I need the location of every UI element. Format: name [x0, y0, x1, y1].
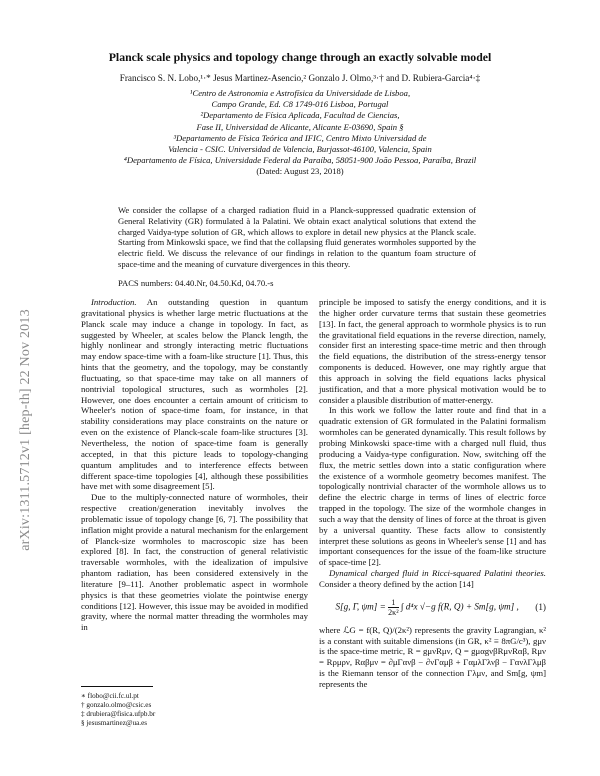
- body-paragraph: Due to the multiply-connected nature of wormholes, their respective creation/generation inevitably involves the problematic issue of topology change [6, 7]. The possibility that inflation might provide a natural mechanism for the enlargement of Planck-size wormholes to macroscopic size has been explored [8]. In fact, the construction of general relativistic traversable wormholes, with the idealization of impulsive phantom radiation, has been considered extensively in the literature [9–11]. Another problematic aspect in wormhole physics is that these geometries violate the pointwise energy conditions [12]. However, this issue may be avoided in modified gravity, where the normal matter threading the wormholes may in: [81, 492, 308, 633]
- affiliation-line: Campo Grande, Ed. C8 1749-016 Lisboa, Portugal: [211, 99, 389, 110]
- equation-number: (1): [535, 601, 546, 612]
- footnote-email[interactable]: ∗ flobo@cii.fc.ul.pt: [81, 692, 139, 700]
- arxiv-identifier-text: arXiv:1311.5712v1 [hep-th] 22 Nov 2013: [18, 309, 33, 551]
- affiliation-line: ¹Centro de Astronomia e Astrofísica da Universidade de Lisboa,: [189, 88, 411, 98]
- section-label-dynamical: Dynamical charged fluid in Ricci-squared Palatini theories.: [329, 568, 546, 579]
- author-list: Francisco S. N. Lobo,¹·* Jesus Martinez-Asencio,² Gonzalo J. Olmo,³·† and D. Rubiera-Garcia⁴·‡: [119, 73, 481, 83]
- left-column: [81, 297, 308, 633]
- pacs-numbers: PACS numbers: 04.40.Nr, 04.50.Kd, 04.70.-s: [118, 278, 274, 288]
- equation-rhs: ∫ d⁴x √−g f(R, Q) + Sm[g, ψm] ,: [400, 601, 519, 612]
- paper-title: Planck scale physics and topology change through an exactly solvable model: [108, 50, 492, 64]
- body-paragraph: In this work we follow the latter route and find that in a quadratic extension of GR formulated in the Palatini formalism wormholes can be generated dynamically. This result follows by probing Minkowski space-time with a charged null fluid, thus producing a Vaidya-type configuration. Now, switching off the flux, the metric settles down into a static configuration where the existence of a wormhole geometry becomes manifest. The topologically nontrivial character of the wormhole allows us to define the electric charge in terms of lines of electric force trapped in the topology. The size of the wormhole changes in such a way that the density of lines of force at the throat is given by a universal quantity. These facts allow to consistently interpret these solutions as geons in Wheeler's sense [1] and has important consequences for the issue of the foam-like structure of space-time [2].: [319, 405, 546, 568]
- equation-lhs: S[g, Γ, ψm] =: [335, 601, 389, 612]
- section-text: Consider a theory defined by the action [14]: [319, 578, 474, 589]
- intro-paragraph: [81, 297, 308, 492]
- affiliations: [70, 88, 530, 178]
- footnote-email[interactable]: † gonzalo.olmo@csic.es: [81, 701, 152, 709]
- dated-line: (Dated: August 23, 2018): [256, 166, 344, 177]
- body-paragraph: principle be imposed to satisfy the energy conditions, and it is the higher order curvature terms that sustain these geometries [13]. In fact, the general approach to wormhole physics is to run the gravitational field equations in the reverse direction, namely, consider first an interesting space-time metric and then through the field equations, the distribution of the stress-energy tensor components is deduced. However, one may rightly argue that this approach in solving the field equations lacks physical justification, and that a more physical motivation would be to consider a plausible distribution of matter-energy.: [319, 297, 546, 405]
- footnote-divider: [81, 686, 153, 687]
- arxiv-identifier[interactable]: [16, 309, 36, 551]
- footnote-email[interactable]: ‡ drubiera@fisica.ufpb.br: [81, 710, 156, 718]
- affiliation-line: ⁴Departamento de Física, Universidade Federal da Paraíba, 58051-900 João Pessoa, Paraíba, Brazil: [123, 155, 477, 166]
- footnotes: [81, 692, 155, 728]
- fraction-denominator: 2κ²: [388, 607, 399, 617]
- section-paragraph: [319, 568, 546, 590]
- equation-fraction: [388, 598, 398, 617]
- affiliation-line: ²Departamento de Física Aplicada, Facultad de Ciencias,: [200, 110, 400, 121]
- abstract: We consider the collapse of a charged radiation fluid in a Planck-suppressed quadratic extension of General Relativity (GR) formulated à la Palatini. We obtain exact analytical solutions that extend the charged Vaidya-type solution of GR, which allows to explore in detail new physics at the Planck scale. Starting from Minkowski space, we find that the collapsing fluid generates wormholes supported by the electric field. We discuss the relevance of our findings in relation to the quantum foam structure of space-time and the meaning of curvature divergences in this theory.: [118, 205, 476, 269]
- section-label-introduction: Introduction.: [91, 297, 137, 307]
- equation-body: [319, 598, 535, 617]
- affiliation-line: Valencia - CSIC. Universidad de Valencia, Burjassot-46100, Valencia, Spain: [168, 144, 432, 155]
- fraction-numerator: 1: [388, 598, 398, 608]
- body-paragraph: where ℒG = f(R, Q)/(2κ²) represents the gravity Lagrangian, κ² is a constant with suitable dimensions (in GR, κ² ≡ 8πG/c³), gμν is the space-time metric, R = gμνRμν, Q = gμαgνβRμνRαβ, Rμν = Rρμρν, Rαβμν = ∂μΓανβ − ∂νΓαμβ + ΓαμλΓλνβ − ΓανλΓλμβ is the Riemann tensor of the connection Γλμν, and Sm[g, ψm] represents the: [319, 624, 546, 689]
- affiliation-line: Fase II, Universidad de Alicante, Alicante E-03690, Spain §: [196, 121, 404, 132]
- affiliation-line: ³Departamento de Física Teórica and IFIC, Centro Mixto Universidad de: [173, 132, 427, 143]
- equation-1: [319, 598, 546, 617]
- right-column: [319, 297, 546, 690]
- intro-text: An outstanding question in quantum gravitational physics is whether large metric fluctuations at the Planck scale may induce a change in topology. In fact, as suggested by Wheeler, at scales below the Planck length, the highly nonlinear and strongly interacting metric fluctuations may endow space-time with a foam-like structure [1]. Thus, this hints that the geometry, and the topology, may be constantly fluctuating, so that space-time may take on all manners of nontrivial topological structures, such as wormholes [2]. However, one does encounter a certain amount of criticism to Wheeler's notion of space-time foam, for instance, in that stability considerations may place constraints on the nature or even on the existence of Planck-scale foam-like structures [3]. Nevertheless, the notion of space-time foam is generally accepted, in that this picture leads to topology-changing quantum amplitudes and to interference effects between different space-time topologies [4], although these possibilities have met with some disagreement [5].: [81, 297, 308, 492]
- footnote-email[interactable]: § jesusmartinez@ua.es: [81, 719, 148, 727]
